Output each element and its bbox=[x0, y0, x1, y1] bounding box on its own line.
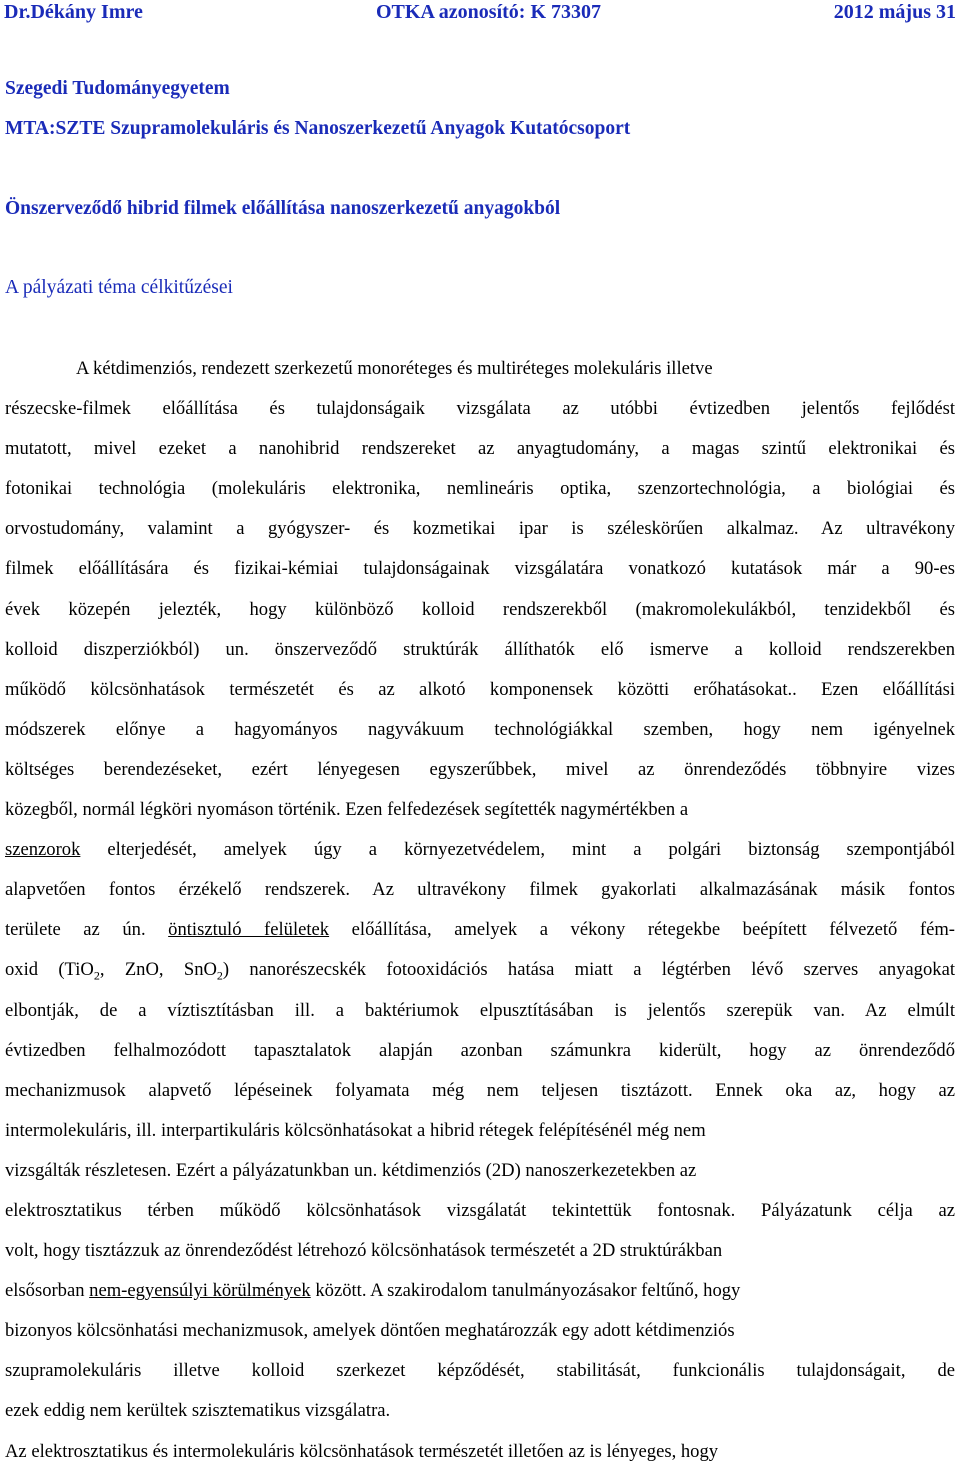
research-group: MTA:SZTE Szupramolekuláris és Nanoszerkezetű Anyagok Kutatócsoport bbox=[5, 118, 631, 139]
text-line: szenzorok elterjedését, amelyek úgy a környezetvédelem, mint a polgári biztonság szempontjából bbox=[5, 839, 955, 861]
header-grant-id: OTKA azonosító: K 73307 bbox=[376, 1, 602, 23]
text-line: elbontják, de a víztisztításban ill. a baktériumok elpusztításában is jelentős szerepük van. Az elmúlt bbox=[5, 999, 955, 1021]
text-line: területe az ún. öntisztuló felületek előállítása, amelyek a vékony rétegekbe beépített félvezető fém- bbox=[5, 919, 955, 941]
text-line: módszerek előnye a hagyományos nagyvákuum technológiákkal szemben, hogy nem igényelnek bbox=[5, 718, 955, 740]
section-heading: A pályázati téma célkitűzései bbox=[5, 277, 233, 298]
text-line: részecske-filmek előállítása és tulajdonságaik vizsgálata az utóbbi évtizedben jelentős fejlődést bbox=[5, 398, 955, 420]
text-line: intermolekuláris, ill. interpartikuláris kölcsönhatásokat a hibrid rétegek felépítésénél még nem bbox=[5, 1119, 706, 1141]
text-line: költséges berendezéseket, ezért lényegesen egyszerűbbek, mivel az önrendeződés többnyire vizes bbox=[5, 758, 955, 780]
text-line: működő kölcsönhatások természetét és az alkotó komponensek közötti erőhatásokat.. Ezen előállítási bbox=[5, 678, 955, 700]
text-line: filmek előállítására és fizikai-kémiai tulajdonságainak vizsgálatára vonatkozó kutatások már a 90-es bbox=[5, 558, 955, 580]
text-line: fotonikai technológia (molekuláris elektronika, nemlineáris optika, szenzortechnológia, a biológiai és bbox=[5, 478, 955, 500]
text-line: kolloid diszperziókból) un. önszerveződő struktúrák állíthatók elő ismerve a kolloid rendszerekben bbox=[5, 638, 955, 660]
text-line: A kétdimenziós, rendezett szerkezetű monoréteges és multiréteges molekuláris illetve bbox=[76, 358, 713, 379]
text-line: mechanizmusok alapvető lépéseinek folyamata még nem teljesen tisztázott. Ennek oka az, hogy az bbox=[5, 1079, 955, 1101]
link-ontisztulo-feluletek[interactable]: öntisztuló felületek bbox=[168, 919, 330, 941]
document-title: Önszerveződő hibrid filmek előállítása nanoszerkezetű anyagokból bbox=[5, 198, 561, 219]
text-line: volt, hogy tisztázzuk az önrendeződést létrehozó kölcsönhatások természetét a 2D struktúrákban bbox=[5, 1240, 723, 1262]
body-paragraph bbox=[5, 349, 955, 1472]
text-line: oxid (TiO$_2$, ZnO, SnO$_2$) nanorészecskék fotooxidációs hatása miatt a légtérben lévő szerves anyagokat bbox=[5, 959, 955, 984]
text-line: Az elektrosztatikus és intermolekuláris kölcsönhatások természetét illetően az is lényeges, hogy bbox=[5, 1440, 719, 1462]
link-nem-egyensulyi-korulmenyek[interactable]: nem-egyensúlyi körülmények bbox=[89, 1280, 311, 1302]
text-line: ezek eddig nem kerültek szisztematikus vizsgálatra. bbox=[5, 1400, 391, 1422]
text-line: elektrosztatikus térben működő kölcsönhatások vizsgálatát tekintettük fontosnak. Pályázatunk célja az bbox=[5, 1199, 955, 1221]
text-line: szupramolekuláris illetve kolloid szerkezet képződését, stabilitását, funkcionális tulajdonságait, de bbox=[5, 1360, 955, 1382]
text-line: mutatott, mivel ezeket a nanohibrid rendszereket az anyagtudomány, a magas szintű elektronikai és bbox=[5, 438, 955, 460]
header-date: 2012 május 31 bbox=[833, 1, 956, 23]
text-line: évtizedben felhalmozódott tapasztalatok alapján azonban számunkra kiderült, hogy az önrendeződő bbox=[5, 1039, 955, 1061]
text-line: közegből, normál légköri nyomáson történik. Ezen felfedezések segítették nagymértékben a bbox=[5, 799, 689, 821]
text-line: orvostudomány, valamint a gyógyszer- és kozmetikai ipar is széleskörűen alkalmaz. Az ultravékony bbox=[5, 518, 955, 540]
text-line: alapvetően fontos érzékelő rendszerek. Az ultravékony filmek gyakorlati alkalmazásának másik fontos bbox=[5, 879, 955, 901]
header-author: Dr.Dékány Imre bbox=[4, 1, 143, 23]
text-line: elsősorban nem-egyensúlyi körülmények között. A szakirodalom tanulmányozásakor feltűnő, hogy bbox=[5, 1280, 741, 1302]
page-header bbox=[4, 0, 956, 24]
text-line: bizonyos kölcsönhatási mechanizmusok, amelyek döntően meghatározzák egy adott kétdimenziós bbox=[5, 1320, 735, 1342]
text-line: évek közepén jelezték, hogy különböző kolloid rendszerekből (makromolekulákból, tenzidekből és bbox=[5, 598, 955, 620]
text-line: vizsgálták részletesen. Ezért a pályázatunkban un. kétdimenziós (2D) nanoszerkezetekben az bbox=[5, 1159, 697, 1181]
link-szenzorok[interactable]: szenzorok bbox=[5, 839, 81, 861]
university-name: Szegedi Tudományegyetem bbox=[5, 78, 230, 99]
